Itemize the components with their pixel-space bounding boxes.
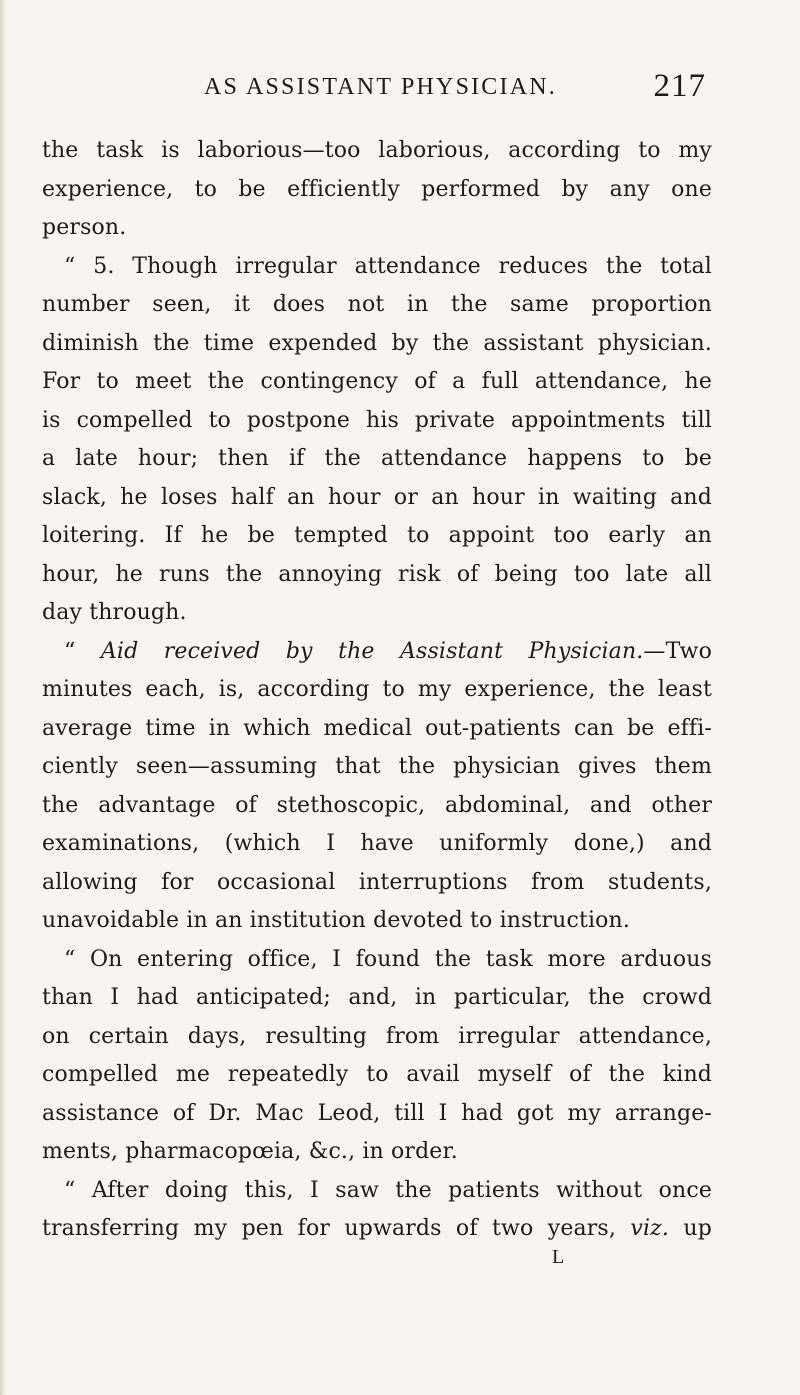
text-line: minutes each, is, according to my experience, the least	[42, 677, 712, 702]
text-line: person.	[42, 215, 127, 240]
text-line: than I had anticipated; and, in particular, the crowd	[42, 985, 712, 1010]
text-line: loitering. If he be tempted to appoint too early an	[42, 523, 712, 548]
text-line: the task is laborious—too laborious, according to my	[42, 138, 712, 163]
text-line: allowing for occasional interruptions from students,	[42, 869, 712, 895]
text-line: “ After doing this, I saw the patients without once	[64, 1177, 712, 1203]
text-line: the advantage of stethoscopic, abdominal, and other	[42, 792, 712, 818]
text-line: average time in which medical out-patients can be effi-	[42, 715, 712, 741]
text-line: “ 5. Though irregular attendance reduces the total	[64, 253, 712, 279]
text-line: on certain days, resulting from irregular attendance,	[42, 1023, 712, 1049]
text-line: For to meet the contingency of a full attendance, he	[42, 369, 712, 394]
section-heading-line: “ Aid received by the Assistant Physician.—Two	[64, 638, 712, 664]
text-line: unavoidable in an institution devoted to instruction.	[42, 908, 631, 933]
running-header	[78, 68, 718, 114]
page-edge-shadow	[0, 0, 6, 1395]
signature-mark: L	[552, 1246, 565, 1268]
text-line: hour, he runs the annoying risk of being too late all	[42, 561, 712, 587]
text-line: diminish the time expended by the assistant physician.	[42, 330, 712, 356]
text-line: examinations, (which I have uniformly done,) and	[42, 831, 712, 856]
text-line: slack, he loses half an hour or an hour in waiting and	[42, 484, 712, 510]
text-line: day through.	[42, 600, 187, 625]
text-line: number seen, it does not in the same proportion	[42, 292, 712, 317]
body-text	[42, 132, 712, 1249]
section-heading: Aid received by the Assistant Physician.	[100, 638, 644, 664]
text-line: compelled me repeatedly to avail myself of the kind	[42, 1062, 712, 1087]
text-line: transferring my pen for upwards of two years, viz. up	[42, 1216, 712, 1241]
running-title: AS ASSISTANT PHYSICIAN.	[204, 74, 557, 100]
text-line: ciently seen—assuming that the physician gives them	[42, 754, 712, 779]
page-number: 217	[653, 68, 706, 104]
text-line: “ On entering office, I found the task more arduous	[64, 946, 712, 972]
text-line: ments, pharmacopœia, &c., in order.	[42, 1139, 458, 1164]
text-line: experience, to be efficiently performed by any one	[42, 176, 712, 202]
text-line: is compelled to postpone his private appointments till	[42, 407, 712, 433]
text-line: a late hour; then if the attendance happens to be	[42, 446, 712, 471]
text-line: assistance of Dr. Mac Leod, till I had got my arrange-	[42, 1100, 712, 1126]
